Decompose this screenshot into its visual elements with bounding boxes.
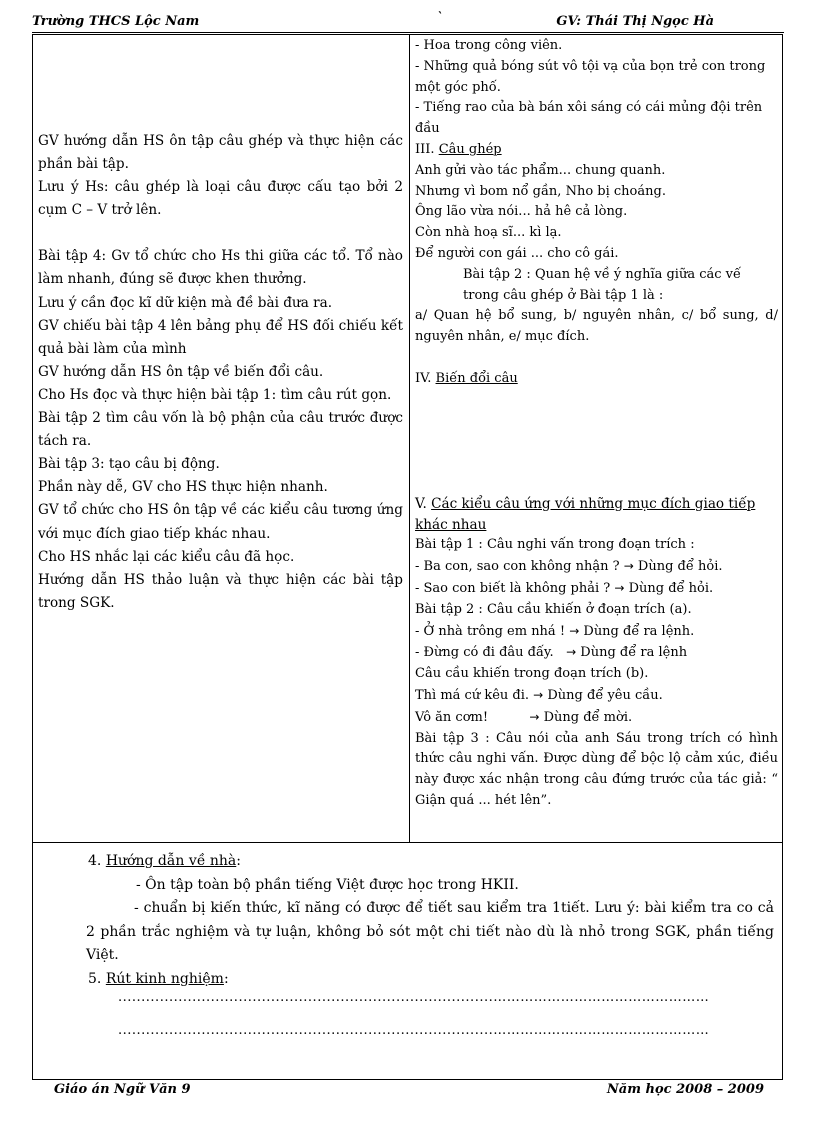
compound-line: Để người con gái ... cho cô gái.: [415, 245, 619, 261]
example-item: - Hoa trong công viên.: [415, 38, 563, 53]
left-para: Bài tập 4: Gv tổ chức cho Hs thi giữa các tổ. Tổ nào làm nhanh, đúng sẽ được khen thưởng.: [38, 248, 403, 288]
exercise-1-label: Bài tập 1 : Câu nghi vấn trong đoạn trích :: [415, 537, 695, 553]
exercise-2-prompt: [415, 265, 778, 307]
left-para: Bài tập 2 tìm câu vốn là bộ phận của câu trước được tách ra.: [38, 410, 403, 450]
header-mark: `: [437, 10, 443, 24]
question-line: - Sao con biết là không phải ? → Dùng để hỏi.: [415, 580, 714, 596]
table-bottom-border: [32, 842, 783, 843]
left-para: Hướng dẫn HS thảo luận và thực hiện các bài tập trong SGK.: [38, 571, 403, 611]
homework-section: [88, 850, 774, 991]
section-heading-transform: [415, 369, 778, 390]
compound-line: Ông lão vừa nói... hả hê cả lòng.: [415, 204, 628, 220]
section-number: III.: [415, 141, 435, 157]
compound-line: Anh gửi vào tác phẩm... chung quanh.: [415, 162, 666, 178]
spacer: [415, 348, 778, 369]
example-item: - Những quả bóng sút vô tội vạ của bọn trẻ con trong một góc phố.: [415, 58, 766, 95]
header-teacher: GV: Thái Thị Ngọc Hà: [556, 14, 714, 29]
homework-item: - Ôn tập toàn bộ phần tiếng Việt được học trong HKII.: [136, 876, 519, 893]
compound-line: Còn nhà hoạ sĩ... kì lạ.: [415, 225, 562, 241]
section-number: V.: [415, 495, 427, 512]
dotted-line: .................................................................................…………………………………………: [118, 990, 710, 1005]
exercise-3-text: Bài tập 3 : Câu nói của anh Sáu trong trích có hình thức câu nghi vấn. Được dùng để bộc lộ cảm xúc, điều này được xác nhận trong câu đứng trước của tác giả: “ Giận quá ... hét lên”.: [415, 730, 778, 808]
left-para: GV chiếu bài tập 4 lên bảng phụ để HS đối chiếu kết quả bài làm của mình: [38, 317, 403, 357]
exercise-2-answer: a/ Quan hệ bổ sung, b/ nguyên nhân, c/ bổ sung, d/ nguyên nhân, e/ mục đích.: [415, 308, 778, 345]
left-para: GV hướng dẫn HS ôn tập về biến đổi câu.: [38, 363, 324, 380]
lesson-content: [415, 36, 778, 812]
exercise-2-label: Bài tập 2 : Câu cầu khiến ở đoạn trích (a).: [415, 601, 692, 617]
question-line: - Ba con, sao con không nhận ? → Dùng để hỏi.: [415, 559, 723, 575]
exercise-2-label: Bài tập 2 : Quan hệ về ý nghĩa giữa các vế trong câu ghép ở Bài tập 1 là :: [463, 266, 742, 303]
section-number: IV.: [415, 370, 432, 386]
command-b-label: Câu cầu khiến trong đoạn trích (b).: [415, 666, 649, 682]
header-school: Trường THCS Lộc Nam: [32, 14, 200, 29]
section-title: Biến đổi câu: [435, 370, 518, 386]
example-item: - Tiếng rao của bà bán xôi sáng có cái mủng đội trên đầu: [415, 100, 763, 137]
arrow-icon: →: [569, 623, 580, 638]
command-line: Thì má cứ kêu đi. → Dùng để yêu cầu.: [415, 687, 663, 703]
compound-line: Nhưng vì bom nổ gần, Nho bị choáng.: [415, 183, 666, 199]
left-para: Lưu ý cần đọc kĩ dữ kiện mà đề bài đưa ra.: [38, 294, 333, 311]
page-header: [32, 10, 784, 32]
teacher-activities: [38, 130, 403, 615]
section-heading-purpose: [415, 494, 778, 536]
experience-title: Rút kinh nghiệm: [105, 970, 224, 987]
homework-item: - chuẩn bị kiến thức, kĩ năng có được để tiết sau kiểm tra 1tiết. Lưu ý: bài kiểm tra co cả 2 phần trắc nghiệm và tự luận, không bỏ sót một chi tiết nào dù là nhỏ trong SGK, phần tiếng Việt.: [86, 900, 774, 963]
left-para: Bài tập 3: tạo câu bị động.: [38, 456, 220, 473]
command-line: - Ở nhà trông em nhá ! → Dùng để ra lệnh.: [415, 623, 695, 639]
left-para: GV hướng dẫn HS ôn tập câu ghép và thực hiện các phần bài tập.: [38, 133, 403, 173]
page-footer: [32, 1082, 784, 1102]
section-title: Câu ghép: [438, 141, 502, 157]
dotted-line: .................................................................................…………………………………………: [118, 1023, 710, 1038]
left-para: GV tổ chức cho HS ôn tập về các kiểu câu tương ứng với mục đích giao tiếp khác nhau.: [38, 502, 403, 542]
left-para: Cho Hs đọc và thực hiện bài tập 1: tìm câu rút gọn.: [38, 386, 392, 403]
left-para: Lưu ý Hs: câu ghép là loại câu được cấu tạo bởi 2 cụm C – V trở lên.: [38, 179, 403, 219]
left-para: Phần này dễ, GV cho HS thực hiện nhanh.: [38, 479, 328, 496]
command-line: Vô ăn cơm! → Dùng để mời.: [415, 709, 633, 725]
spacer: [415, 390, 778, 494]
homework-title: Hướng dẫn về nhà: [105, 853, 237, 869]
arrow-icon: →: [614, 580, 625, 595]
command-line: - Đừng có đi đâu đấy. → Dùng để ra lệnh: [415, 645, 688, 661]
section-title: Các kiểu câu ứng với những mục đích giao tiếp khác nhau: [415, 495, 756, 533]
arrow-icon: →: [533, 687, 544, 702]
experience-heading: 5. Rút kinh nghiệm:: [88, 970, 229, 987]
left-para: Cho HS nhắc lại các kiểu câu đã học.: [38, 548, 295, 565]
arrow-icon: →: [566, 645, 577, 660]
arrow-icon: →: [623, 559, 634, 574]
left-spacer: [38, 222, 403, 245]
homework-heading: 4. Hướng dẫn về nhà:: [88, 853, 241, 869]
footer-year: Năm học 2008 – 2009: [606, 1082, 764, 1097]
section-heading-compound: [415, 140, 778, 161]
footer-subject: Giáo án Ngữ Văn 9: [54, 1082, 191, 1097]
arrow-icon: →: [529, 709, 540, 724]
header-rule: [32, 32, 784, 33]
